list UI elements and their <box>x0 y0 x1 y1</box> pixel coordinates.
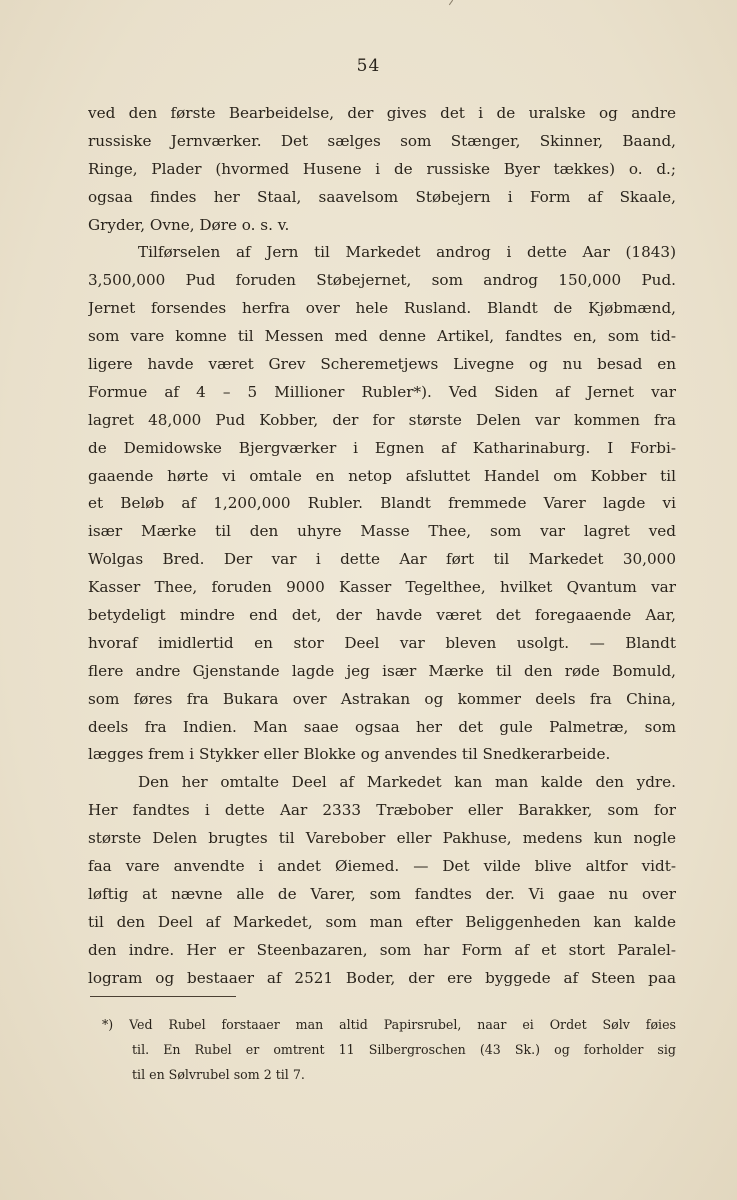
text-line: især Mærke til den uhyre Masse Thee, som var lagret ved <box>88 522 676 541</box>
text-line: Wolgas Bred. Der var i dette Aar ført til Markedet 30,000 <box>88 550 676 569</box>
text-line: lægges frem i Stykker eller Blokke og anvendes til Snedkerarbeide. <box>88 745 611 764</box>
text-line: største Delen brugtes til Varebober eller Pakhuse, medens kun nogle <box>88 829 676 848</box>
text-line: Gryder, Ovne, Døre o. s. v. <box>88 215 290 234</box>
text-line: løftig at nævne alle de Varer, som fandtes der. Vi gaae nu over <box>88 884 676 903</box>
text-line: 3,500,000 Pud foruden Støbejernet, som androg 150,000 Pud. <box>88 271 676 290</box>
text-line: Jernet forsendes herfra over hele Rusland. Blandt de Kjøbmænd, <box>88 299 676 318</box>
footnote-line: *) Ved Rubel forstaaer man altid Papirsrubel, naar ei Ordet Sølv føies <box>102 1017 676 1032</box>
footnote <box>102 1012 676 1087</box>
text-line: et Beløb af 1,200,000 Rubler. Blandt fremmede Varer lagde vi <box>88 494 676 513</box>
text-line: som føres fra Bukara over Astrakan og kommer deels fra China, <box>88 689 676 708</box>
paragraph-start-line: Tilførselen af Jern til Markedet androg i dette Aar (1843) <box>138 243 676 262</box>
text-line: gaaende hørte vi omtale en netop afsluttet Handel om Kobber til <box>88 466 676 485</box>
page-number: 54 <box>356 56 381 76</box>
footnote-line: til. En Rubel er omtrent 11 Silbergroschen (43 Sk.) og forholder sig <box>132 1042 676 1057</box>
text-line: ved den første Bearbeidelse, der gives det i de uralske og andre <box>88 104 676 122</box>
text-line: flere andre Gjenstande lagde jeg især Mærke til den røde Bomuld, <box>88 661 676 680</box>
text-line: faa vare anvendte i andet Øiemed. — Det vilde blive altfor vidt- <box>88 857 676 876</box>
body-text <box>88 100 676 993</box>
paragraph-start-line: Den her omtalte Deel af Markedet kan man kalde den ydre. <box>138 773 676 792</box>
text-line: hvoraf imidlertid en stor Deel var bleven usolgt. — Blandt <box>88 633 676 652</box>
text-line: russiske Jernværker. Det sælges som Stænger, Skinner, Baand, <box>88 131 676 150</box>
text-line: logram og bestaaer af 2521 Boder, der ere byggede af Steen paa <box>88 968 676 987</box>
text-line: Formue af 4 – 5 Millioner Rubler*). Ved Siden af Jernet var <box>88 382 676 401</box>
footnote-line: til en Sølvrubel som 2 til 7. <box>132 1067 305 1082</box>
text-line: Kasser Thee, foruden 9000 Kasser Tegelthee, hvilket Qvantum var <box>88 578 676 597</box>
text-line: lagret 48,000 Pud Kobber, der for største Delen var kommen fra <box>88 410 676 429</box>
footnote-divider <box>90 996 236 997</box>
text-line: ogsaa findes her Staal, saavelsom Støbejern i Form af Skaale, <box>88 187 676 206</box>
text-line: ligere havde været Grev Scheremetjews Livegne og nu besad en <box>88 355 676 374</box>
text-line: den indre. Her er Steenbazaren, som har Form af et stort Paralel- <box>88 940 676 959</box>
text-line: de Demidowske Bjergværker i Egnen af Katharinaburg. I Forbi- <box>88 438 676 457</box>
text-line: som vare komne til Messen med denne Artikel, fandtes en, som tid- <box>88 327 676 346</box>
text-line: deels fra Indien. Man saae ogsaa her det gule Palmetræ, som <box>88 717 676 736</box>
text-line: Her fandtes i dette Aar 2333 Træbober eller Barakker, som for <box>88 801 676 820</box>
text-line: betydeligt mindre end det, der havde været det foregaaende Aar, <box>88 606 676 625</box>
text-line: til den Deel af Markedet, som man efter Beliggenheden kan kalde <box>88 912 676 931</box>
print-mark <box>449 0 453 5</box>
text-line: Ringe, Plader (hvormed Husene i de russiske Byer tækkes) o. d.; <box>88 159 676 178</box>
